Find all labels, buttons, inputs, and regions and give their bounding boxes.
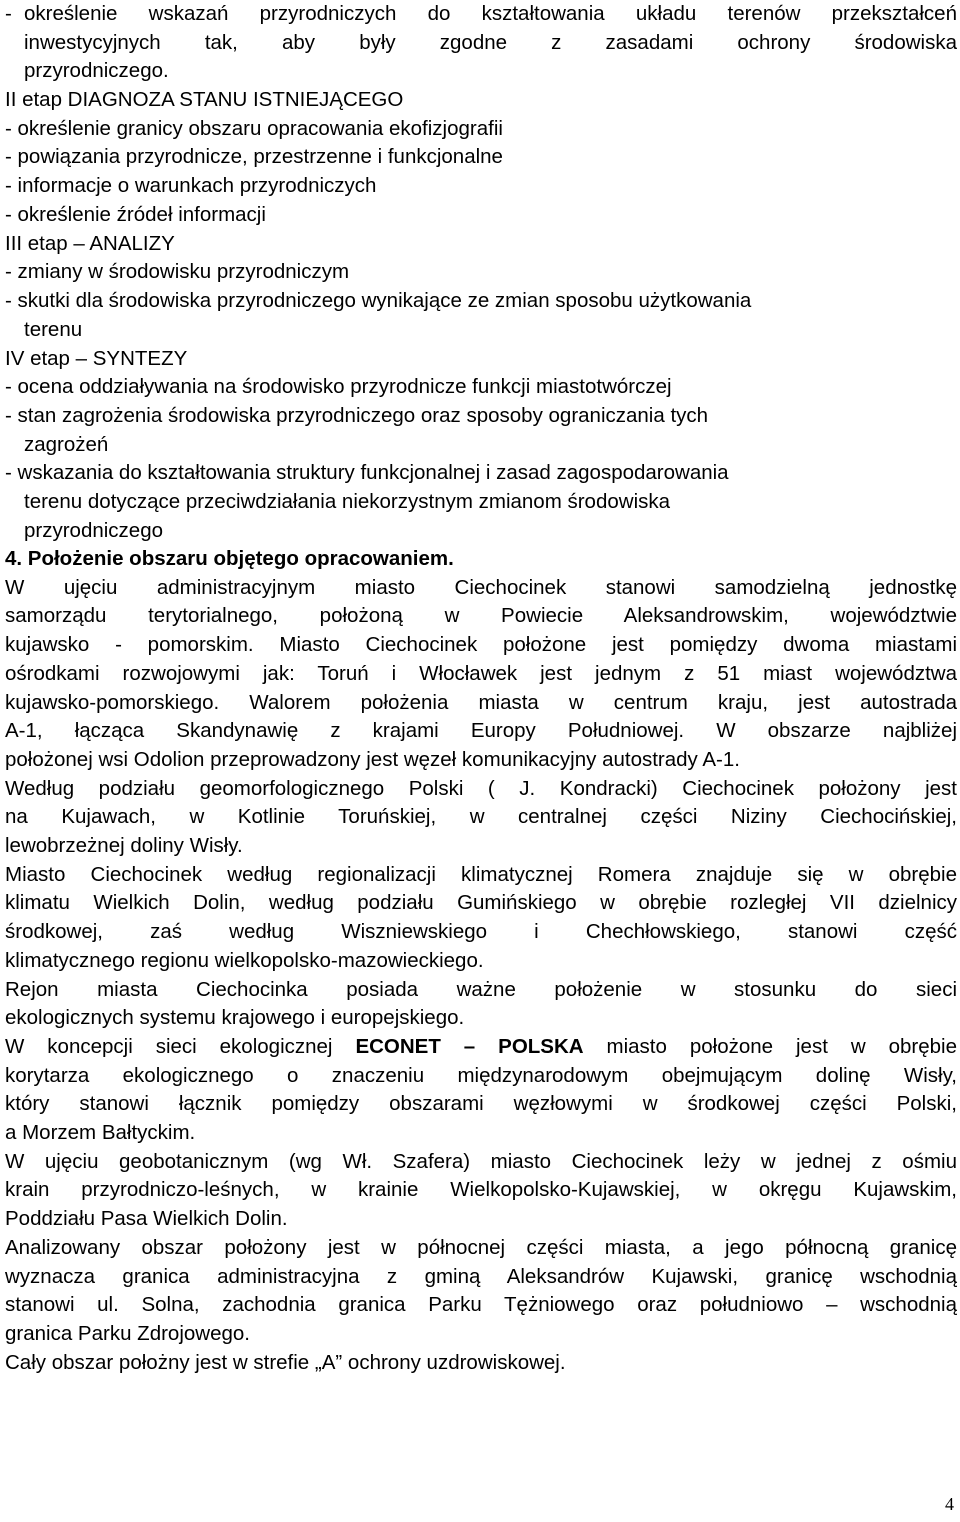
paragraph-line: kujawsko - pomorskim. Miasto Ciechocinek położone jest pomiędzy dwoma miastami bbox=[5, 633, 957, 657]
paragraph-line: ekologicznych systemu krajowego i europejskiego. bbox=[5, 1006, 465, 1030]
stage4-block bbox=[5, 345, 957, 546]
paragraph-line: samorządu terytorialnego, położoną w Powiecie Aleksandrowskim, województwie bbox=[5, 604, 957, 628]
paragraph bbox=[5, 1148, 957, 1234]
stage3-block bbox=[5, 230, 957, 345]
paragraph-line: który stanowi łącznik pomiędzy obszarami węzłowymi w środkowej części Polski, bbox=[5, 1092, 957, 1116]
stage3-item: - skutki dla środowiska przyrodniczego wynikające ze zmian sposobu użytkowania bbox=[5, 288, 752, 312]
text-run: miasto położone jest w obrębie bbox=[583, 1034, 957, 1058]
paragraph-line: położonej wsi Odolion przeprowadzony jest węzeł komunikacyjny autostrady A-1. bbox=[5, 747, 740, 771]
stage3-item: - zmiany w środowisku przyrodniczym bbox=[5, 260, 350, 284]
stage3-heading: III etap – ANALIZY bbox=[5, 231, 175, 255]
page-number: 4 bbox=[945, 1494, 954, 1514]
stage2-item: - powiązania przyrodnicze, przestrzenne i funkcjonalne bbox=[5, 145, 503, 169]
stage4-item-continuation: przyrodniczego bbox=[24, 518, 164, 542]
stage2-item: - informacje o warunkach przyrodniczych bbox=[5, 174, 377, 198]
paragraph bbox=[5, 574, 957, 775]
paragraph-line: Miasto Ciechocinek według regionalizacji klimatycznej Romera znajduje się w obrębie bbox=[5, 862, 957, 886]
paragraph-line: na Kujawach, w Kotlinie Toruńskiej, w centralnej części Niziny Ciechocińskiej, bbox=[5, 805, 957, 829]
paragraph bbox=[5, 976, 957, 1033]
paragraph-line: klimatu Wielkich Dolin, według podziału Gumińskiego w obrębie rozległej VII dzielnicy bbox=[5, 891, 957, 915]
paragraph-line: środkowej, zaś według Wiszniewskiego i Chechłowskiego, stanowi część bbox=[5, 920, 957, 944]
stage2-heading: II etap DIAGNOZA STANU ISTNIEJĄCEGO bbox=[5, 88, 404, 111]
stage1-item-text-line1: określenie wskazań przyrodniczych do kształtowania układu terenów przekształceń bbox=[24, 2, 957, 25]
paragraph-line: Poddziału Pasa Wielkich Dolin. bbox=[5, 1207, 288, 1231]
paragraph-line: Cały obszar położny jest w strefie „A” ochrony uzdrowiskowej. bbox=[5, 1350, 566, 1374]
stage1-item-text-line2: inwestycyjnych tak, aby były zgodne z zasadami ochrony środowiska bbox=[24, 30, 957, 54]
paragraph-line: Rejon miasta Ciechocinka posiada ważne położenie w stosunku do sieci bbox=[5, 977, 957, 1001]
paragraph-line: lewobrzeżnej doliny Wisły. bbox=[5, 834, 243, 858]
text-run: W koncepcji sieci ekologicznej bbox=[5, 1034, 356, 1058]
paragraph-line: Analizowany obszar położony jest w północnej części miasta, a jego północną granicę bbox=[5, 1235, 957, 1259]
paragraph-line: a Morzem Bałtyckim. bbox=[5, 1121, 196, 1145]
stage4-item-continuation: zagrożeń bbox=[24, 432, 109, 456]
stage2-item: - określenie granicy obszaru opracowania ekofizjografii bbox=[5, 116, 503, 140]
stage4-item-continuation: terenu dotyczące przeciwdziałania niekorzystnym zmianom środowiska bbox=[24, 490, 671, 514]
paragraph bbox=[5, 1234, 957, 1349]
paragraph-line: W ujęciu administracyjnym miasto Ciechocinek stanowi samodzielną jednostkę bbox=[5, 575, 957, 599]
stage1-item-line1: - bbox=[5, 2, 12, 25]
paragraph bbox=[5, 775, 957, 861]
stage4-heading: IV etap – SYNTEZY bbox=[5, 346, 188, 370]
stage2-block bbox=[5, 86, 957, 230]
paragraph-line: Według podziału geomorfologicznego Polski ( J. Kondracki) Ciechocinek położony jest bbox=[5, 776, 957, 800]
paragraph-line: kujawsko-pomorskiego. Walorem położenia miasta w centrum kraju, jest autostrada bbox=[5, 690, 957, 714]
paragraph-line bbox=[5, 1033, 957, 1062]
paragraph-line: krain przyrodniczo-leśnych, w krainie Wielkopolsko-Kujawskiej, w okręgu Kujawskim, bbox=[5, 1178, 957, 1202]
section-heading: 4. Położenie obszaru objętego opracowaniem. bbox=[5, 547, 454, 570]
stage2-item: - określenie źródeł informacji bbox=[5, 202, 266, 226]
stage1-item-text-line3: przyrodniczego. bbox=[24, 59, 169, 83]
paragraph-line: korytarza ekologicznego o znaczeniu międzynarodowym obejmującym dolinę Wisły, bbox=[5, 1063, 957, 1087]
paragraph bbox=[5, 1033, 957, 1148]
paragraph-line: klimatycznego regionu wielkopolsko-mazowieckiego. bbox=[5, 948, 484, 972]
stage4-item: - wskazania do kształtowania struktury funkcjonalnej i zasad zagospodarowania bbox=[5, 461, 729, 485]
paragraph-line: stanowi ul. Solna, zachodnia granica Parku Tężniowego oraz południowo – wschodnią bbox=[5, 1293, 957, 1317]
paragraph bbox=[5, 861, 957, 976]
paragraph-line: granica Parku Zdrojowego. bbox=[5, 1321, 250, 1345]
paragraph-line: A-1, łącząca Skandynawię z krajami Europy Południowej. W obszarze najbliżej bbox=[5, 719, 957, 743]
econet-bold: ECONET – POLSKA bbox=[355, 1034, 584, 1058]
stage4-item: - stan zagrożenia środowiska przyrodniczego oraz sposoby ograniczania tych bbox=[5, 403, 709, 427]
section4 bbox=[5, 545, 957, 1377]
stage4-item: - ocena oddziaływania na środowisko przyrodnicze funkcji miastotwórczej bbox=[5, 375, 672, 399]
paragraph-line: ośrodkami rozwojowymi jak: Toruń i Włocławek jest jednym z 51 miast województwa bbox=[5, 661, 957, 685]
stage3-item-continuation: terenu bbox=[24, 317, 83, 341]
paragraph-line: wyznacza granica administracyjna z gminą Aleksandrów Kujawski, granicę wschodnią bbox=[5, 1264, 957, 1288]
paragraph-line: W ujęciu geobotanicznym (wg Wł. Szafera) miasto Ciechocinek leży w jednej z ośmiu bbox=[5, 1149, 957, 1173]
paragraph bbox=[5, 1349, 957, 1378]
